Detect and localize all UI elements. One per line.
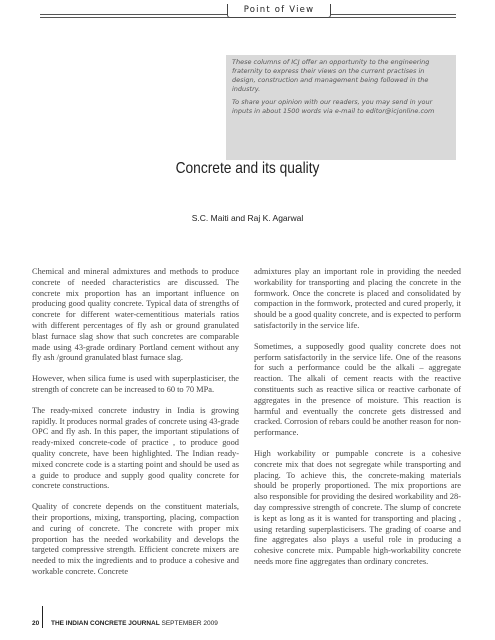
intro-paragraph-1: These columns of ICJ offer an opportunity to the engineering fraternity to express their views on the current practises in design, construction and management being followed in the industry. bbox=[232, 58, 430, 93]
article-left-column bbox=[32, 267, 239, 588]
article-authors: S.C. Maiti and Raj K. Agarwal bbox=[191, 213, 304, 223]
body-paragraph: The ready-mixed concrete industry in India is growing rapidly. It produces normal grades of concrete using 43-grade OPC and fly ash. In this paper, the important stipulations of ready-mixed concrete-code of practice , to produce good quality concrete, have been highlighted. The Indian ready-mixed concrete code is a starting point and should be used as a guide to produce and supply good quality concrete for concrete constructions. bbox=[32, 405, 239, 491]
article-title: Concrete and its quality bbox=[175, 160, 320, 177]
journal-issue: SEPTEMBER 2009 bbox=[161, 620, 218, 627]
article-right-column bbox=[254, 267, 461, 578]
body-paragraph: Sometimes, a supposedly good quality concrete does not perform satisfactorily in the service life. One of the reasons for such a performance could be the alkali – aggregate reaction. The alkali of cement reacts with the reactive constituents such as reactive silica or reactive carbonate of aggregates in the presence of moisture. This reaction is harmful and eventually the concrete gets distressed and cracked. Corrosion of rebars could be another reason for non-performance. bbox=[254, 341, 461, 438]
section-header-tab: Point of View bbox=[227, 4, 331, 18]
footer-journal-line bbox=[51, 620, 218, 627]
body-paragraph: High workability or pumpable concrete is a cohesive concrete mix that does not segregate while transporting and placing. To achieve this, the concrete-making materials should be properly proportioned. The mix proportions are also responsible for providing the desired workability and 28-day compressive strength of concrete. The slump of concrete is kept as long as it is wanted for transporting and placing , using retarding superplasticisers. The grading of coarse and fine aggregates also plays a useful role in producing a cohesive concrete mix. Pumpable high-workability concrete needs more fine aggregates than ordinary concretes. bbox=[254, 448, 462, 566]
journal-name: THE INDIAN CONCRETE JOURNAL bbox=[51, 620, 160, 627]
footer-divider bbox=[42, 606, 43, 628]
body-paragraph: Chemical and mineral admixtures and methods to produce concrete of needed characteristics are discussed. The concrete mix proportion has an important influence on producing good quality concrete. Typical data of strengths of concrete for different water-cementitious materials ratios with different percentages of fly ash or ground granulated blast furnace slag show that such concretes are comparable made using 43-grade ordinary Portland cement without any fly ash /ground granulated blast furnace slag. bbox=[32, 267, 239, 363]
body-paragraph: However, when silica fume is used with superplasticiser, the strength of concrete can be increased to 60 to 70 MPa. bbox=[32, 374, 239, 394]
editorial-intro-box bbox=[226, 55, 456, 160]
intro-paragraph-2: To share your opinion with our readers, you may send in your inputs in about 1500 words via e-mail to editor@icjonline.com bbox=[232, 98, 435, 115]
page-number: 20 bbox=[32, 620, 40, 627]
body-paragraph: Quality of concrete depends on the constituent materials, their proportions, mixing, transporting, placing, compaction and curing of concrete. The concrete with proper mix proportion has the needed workability and develops the targeted compressive strength. Efficient concrete mixers are needed to mix the ingredients and to produce a cohesive and workable concrete. Concrete bbox=[32, 502, 239, 576]
body-paragraph: admixtures play an important role in providing the needed workability for transporting and placing the concrete in the formwork. Once the concrete is placed and consolidated by compaction in the formwork, protected and cured properly, it should be a good quality concrete, and is expected to perform satisfactorily in the service life. bbox=[254, 267, 461, 330]
